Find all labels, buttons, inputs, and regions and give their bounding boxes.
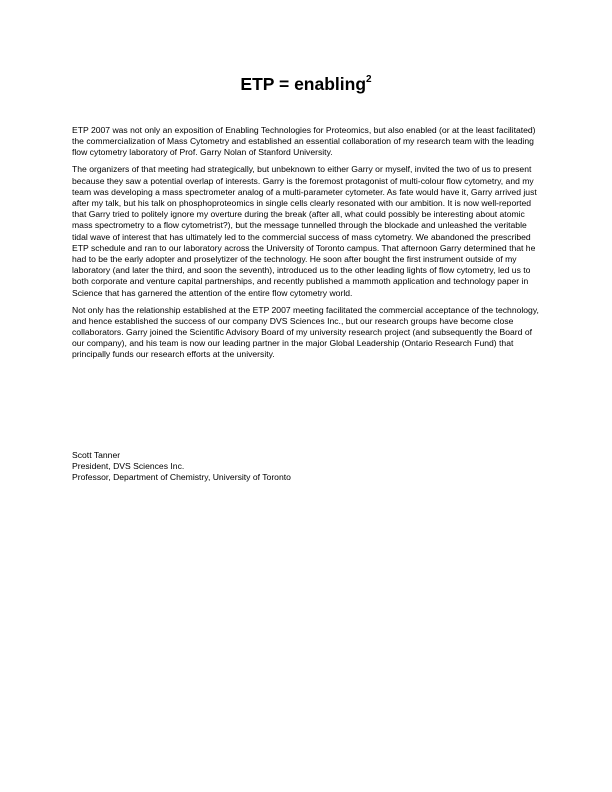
title-text: ETP = enabling xyxy=(240,74,367,94)
title-superscript: 2 xyxy=(366,74,372,86)
document-title xyxy=(0,73,612,95)
signature-role-professor: Professor, Department of Chemistry, University of Toronto xyxy=(72,472,291,483)
signature-name: Scott Tanner xyxy=(72,450,121,460)
paragraph-1: ETP 2007 was not only an exposition of Enabling Technologies for Proteomics, but also enabled (or at the least facilitated) the commercialization of Mass Cytometry and established an essential collaboration of my research team with the leading flow cytometry laboratory of Prof. Garry Nolan of Stanford University. xyxy=(72,125,536,158)
document-body xyxy=(72,125,544,366)
signature-block xyxy=(72,450,544,484)
paragraph-3: Not only has the relationship established at the ETP 2007 meeting facilitated the commercial acceptance of the technology, and hence established the success of our company DVS Sciences Inc., but our research groups have become close collaborators. Garry joined the Scientific Advisory Board of my university research project (and subsequently the Board of our company), and his team is now our leading partner in the major Global Leadership (Ontario Research Fund) that principally funds our research efforts at the university. xyxy=(72,304,539,360)
signature-role-president: President, DVS Sciences Inc. xyxy=(72,461,185,472)
paragraph-2: The organizers of that meeting had strategically, but unbeknown to either Garry or myself, invited the two of us to present because they saw a potential overlap of interests. Garry is the foremost protagonist of multi-colour flow cytometry, and my team was developing a mass spectrometer analog of a multi-parameter cytometer. As fate would have it, Garry arrived just after my talk, but his talk on phosphoproteomics in single cells clearly resonated with our ambition. It is now well-reported that Garry tried to politely ignore my overture during the break (after all, what could possibly be interesting about atomic mass spectrometry to a flow cytometrist?), but the message tunnelled through the blockade and unleashed the veritable tidal wave of interest that has ultimately led to the commercial success of mass cytometry. We abandoned the prescribed ETP schedule and ran to our laboratory across the University of Toronto campus. That afternoon Garry determined that he had to be the early adopter and proselytizer of the technology. He soon after bought the first instrument outside of my laboratory (and later the third, and soon the seventh), introduced us to the other leading lights of flow cytometry, led us to both corporate and venture capital partnerships, and recently published a mammoth application and technology paper in Science that has garnered the attention of the entire flow cytometry world. xyxy=(72,164,537,298)
